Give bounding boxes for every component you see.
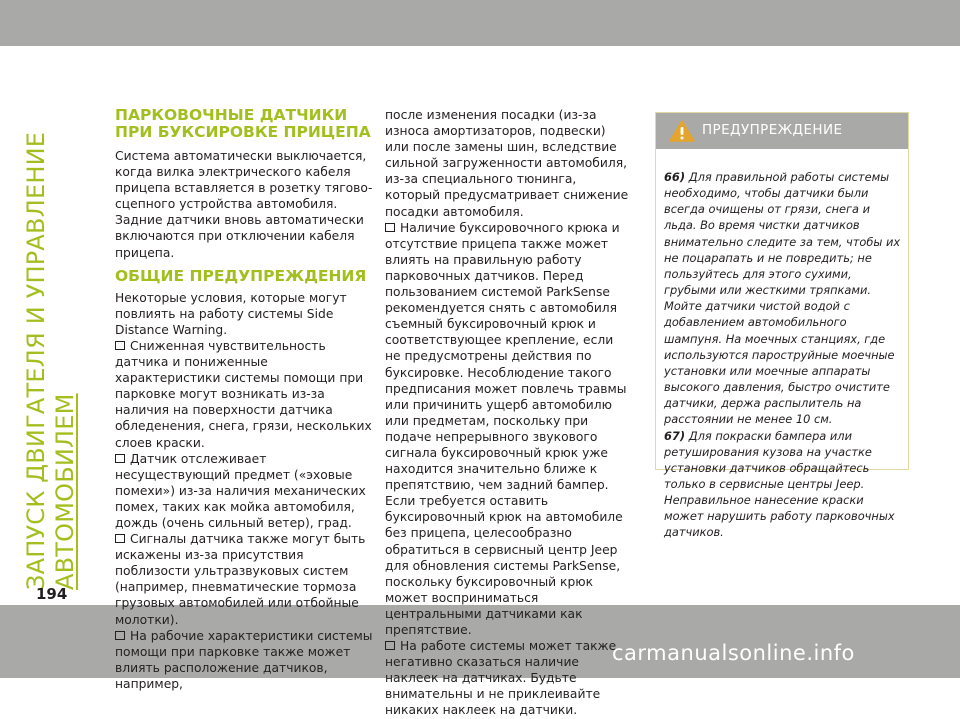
paragraph-general: Некоторые условия, которые могут повлиять на работу системы Side Distance Warning.: [115, 290, 347, 337]
text-column-middle: [385, 107, 630, 719]
warning-panel: [655, 112, 909, 540]
warning-body: [664, 169, 904, 541]
checkbox-bullet-icon: [385, 223, 395, 232]
bullet-item: Датчик отслеживает несуществующий предмет («эховые помехи») из-за наличия механических помех, таких как мойка автомобиля, дождь (очень сильный ветер), град.: [115, 451, 366, 530]
checkbox-bullet-icon: [115, 631, 125, 640]
bullet-item: На рабочие характеристики системы помощи при парковке также может влиять расположение датчиков, например,: [115, 628, 373, 691]
page-number: 194: [36, 585, 68, 603]
checkbox-bullet-icon: [115, 454, 125, 463]
checkbox-bullet-icon: [115, 534, 125, 543]
chapter-title-line1: ЗАПУСК ДВИГАТЕЛЯ И УПРАВЛЕНИЕ: [22, 131, 50, 590]
warning-title: ПРЕДУПРЕЖДЕНИЕ: [702, 122, 843, 138]
checkbox-bullet-icon: [115, 341, 125, 350]
section-heading-towing: ПАРКОВОЧНЫЕ ДАТЧИКИ ПРИ БУКСИРОВКЕ ПРИЦЕПА: [115, 106, 371, 141]
warning-triangle-icon: [669, 120, 695, 142]
warning-item-number: 67): [664, 428, 686, 443]
top-band: [0, 0, 960, 46]
bullet-item: Сниженная чувствительность датчика и пониженные характеристики системы помощи при парковке могут возникать из-за наличия на поверхности датчика обледенения, снега, грязи, нескольких слоев краски.: [115, 338, 372, 450]
warning-item: [664, 169, 904, 428]
bullet-item: На работе системы может также негативно сказаться наличие наклеек на датчиках. Будьте внимательны и не приклеивайте никаких наклеек на датчики.: [385, 639, 617, 718]
warning-item-text: Для покраски бампера или ретуширования кузова на участке установки датчиков обращайтесь только в сервисные центры Jeep. Неправильное нанесение краски может нарушить работу парковочных датчиков.: [664, 428, 895, 540]
section-heading-general-warnings: ОБЩИЕ ПРЕДУПРЕЖДЕНИЯ: [115, 266, 367, 285]
bullet-item: Наличие буксировочного крюка и отсутствие прицепа также может влиять на правильную работу парковочных датчиков. Перед пользованием системой ParkSense рекомендуется снять с автомобиля съемный буксировочный крюк и соответствующее крепление, если не предусмотрены действия по буксировке. Несоблюдение такого предписания может повлечь травмы или причинить ущерб автомобилю или предметам, поскольку при подаче непрерывного звукового сигнала буксировочный крюк уже находится значительно ближе к препятствию, чем задний бампер. Если требуется оставить буксировочный крюк на автомобиле без прицепа, целесообразно обратиться в сервисный центр Jeep для обновления системы ParkSense, поскольку буксировочный крюк может восприниматься центральными датчиками как препятствие.: [385, 220, 627, 637]
chapter-side-title: [22, 90, 102, 590]
watermark: carmanualsonline.info: [612, 641, 855, 665]
text-column-left: [115, 107, 373, 692]
paragraph-towing: Система автоматически выключается, когда вилка электрического кабеля прицепа вставляется в розетку тягово-сцепного устройства автомобиля. Задние датчики вновь автоматически включаются при отключении кабеля прицепа.: [115, 149, 373, 260]
warning-item-text: Для правильной работы системы необходимо, чтобы датчики были всегда очищены от грязи, снега и льда. Во время чистки датчиков внимательно следите за тем, чтобы их не поцарапать и не повредить; не пользуйтесь для этого сухими, грубыми или жесткими тряпками. Мойте датчики чистой водой с добавлением автомобильного шампуня. На моечных станциях, где используются пароструйные моечные установки или моечные аппараты высокого давления, быстро очистите датчики, держа распылитель на расстоянии не менее 10 см.: [664, 170, 901, 427]
checkbox-bullet-icon: [385, 641, 395, 650]
warning-item-number: 66): [664, 170, 686, 184]
warning-item: [664, 428, 904, 541]
warning-header: [656, 113, 908, 149]
paragraph-continued: после изменения посадки (из-за износа амортизаторов, подвески) или после замены шин, вследствие сильной загруженности автомобиля, из-за специального тюнинга, который предусматривает снижение посадки автомобиля.: [385, 108, 629, 219]
chapter-title-line2: АВТОМОБИЛЕМ: [51, 393, 79, 590]
bullet-item: Сигналы датчика также могут быть искажены из-за присутствия поблизости ультразвуковых систем (например, пневматические тормоза грузовых автомобилей или отбойные молотки).: [115, 532, 366, 627]
